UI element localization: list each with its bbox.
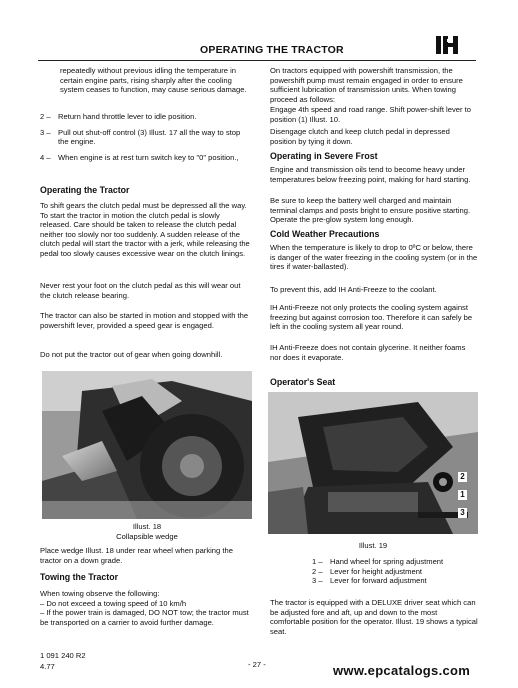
antifreeze-protection-paragraph: IH Anti-Freeze not only protects the cooling system against freezing but against corrosion too. Therefore it can safely be left in the cooling system all year round. <box>270 303 473 332</box>
callout-label: 1 <box>458 490 467 500</box>
downhill-paragraph: Do not put the tractor out of gear when going downhill. <box>40 350 223 359</box>
step-item <box>40 153 252 163</box>
glycerine-paragraph: IH Anti-Freeze does not contain glycerine. It neither foams nor does it evaporate. <box>270 343 466 362</box>
header-rule <box>38 60 476 61</box>
part-text: Lever for forward adjustment <box>330 576 427 586</box>
page-title: OPERATING THE TRACTOR <box>200 44 344 56</box>
oils-paragraph: Engine and transmission oils tend to become heavy under temperatures below freezing point, making for hard starting. <box>270 165 471 184</box>
disengage-clutch-paragraph: Disengage clutch and keep clutch pedal in depressed position by tying it down. <box>270 127 450 146</box>
step-number: 3 – <box>40 127 51 137</box>
towing-speed: – Do not exceed a towing speed of 10 km/h <box>40 598 187 608</box>
towing-block <box>40 589 254 627</box>
powershift-towing-paragraph: On tractors equipped with powershift transmission, the powershift pump must remain engaged in order to ensure sufficient lubrication of transmission units. When towing proceed as follows: <box>270 66 463 104</box>
part-number: 2 – <box>312 566 323 576</box>
wedge-photo <box>42 371 252 519</box>
ih-logo-mark <box>436 36 460 54</box>
step-item <box>40 112 252 122</box>
step-number: 4 – <box>40 152 51 162</box>
section-heading-severe-frost: Operating in Severe Frost <box>270 151 378 161</box>
watermark: www.epcatalogs.com <box>333 663 471 678</box>
section-heading-operating: Operating the Tractor <box>40 185 130 195</box>
step-item <box>40 128 252 147</box>
figure-caption-19: Illust. 19 <box>358 541 388 550</box>
caption-title: Collapsible wedge <box>116 531 178 541</box>
seat-photo-image <box>268 392 478 534</box>
section-heading-operator-seat: Operator's Seat <box>270 377 336 387</box>
ih-logo <box>436 36 460 54</box>
part-text: Hand wheel for spring adjustment <box>330 557 444 566</box>
part-item <box>312 567 478 577</box>
continued-paragraph: repeatedly without previous idling the temperature in certain engine parts, rising sharply after the cooling system ceases to function, may cause serious damage. <box>60 66 247 95</box>
page-number: - 27 - <box>248 660 266 669</box>
step-text: Return hand throttle lever to idle position. <box>58 112 197 121</box>
callout-label: 3 <box>458 508 467 518</box>
clutch-paragraph: Never rest your foot on the clutch pedal as this will wear out the clutch release bearing. <box>40 281 241 300</box>
caption-number: Illust. 18 <box>132 522 162 531</box>
steps-list <box>40 112 252 162</box>
engage-gear-paragraph: Engage 4th speed and road range. Shift power-shift lever to position (1) Illust. 10. <box>270 105 471 124</box>
seat-parts-list <box>312 557 478 586</box>
part-text: Lever for height adjustment <box>330 566 423 576</box>
part-item <box>312 576 478 586</box>
temperature-paragraph: When the temperature is likely to drop to 0ºC or below, there is danger of the water freezing in the cooling system (or in the tires if water-ballasted). <box>270 243 478 272</box>
part-number: 3 – <box>312 576 323 586</box>
towing-intro: When towing observe the following: <box>40 589 160 598</box>
deluxe-seat-paragraph: The tractor is equipped with a DELUXE driver seat which can be adjusted fore and aft, up and down to the most comfortable position for the operator. Illust. 19 shows a typical seat. <box>270 598 478 636</box>
wedge-photo-image <box>42 371 252 519</box>
callout-label: 2 <box>458 472 467 482</box>
figure-caption-18 <box>42 522 252 541</box>
part-item <box>312 557 478 567</box>
section-heading-cold-weather: Cold Weather Precautions <box>270 229 380 239</box>
antifreeze-paragraph: To prevent this, add IH Anti-Freeze to the coolant. <box>270 285 437 294</box>
powershift-paragraph: The tractor can also be started in motion and stopped with the powershift lever, provided a speed gear is engaged. <box>40 311 249 330</box>
part-number: 1 – <box>312 557 323 566</box>
towing-damage: – If the power train is damaged, DO NOT tow; the tractor must be transported on a carrier to avoid further damage. <box>40 608 249 627</box>
wedge-paragraph: Place wedge Illust. 18 under rear wheel when parking the tractor on a down grade. <box>40 546 233 565</box>
step-text: Pull out shut-off control (3) Illust. 17 all the way to stop the engine. <box>58 127 241 147</box>
seat-photo <box>268 392 478 534</box>
battery-paragraph: Be sure to keep the battery well charged and maintain terminal clamps and posts bright to ensure positive starting. Operate the pre-glow system long enough. <box>270 196 471 225</box>
section-heading-towing: Towing the Tractor <box>40 572 119 582</box>
step-number: 2 – <box>40 112 51 121</box>
document-date: 4.77 <box>40 662 55 671</box>
document-code: 1 091 240 R2 <box>40 651 86 660</box>
step-text: When engine is at rest turn switch key to "0" position., <box>58 152 239 162</box>
operating-paragraph: To shift gears the clutch pedal must be depressed all the way. To start the tractor in motion the clutch pedal is slowly released. Care should be taken to release the clutch pedal neither too slowly nor too suddenly. A sudden release of the clutch pedal will start the tractor with a jerk, while releasing the pedal too slowly causes excessive wear on the clutch linings. <box>40 201 250 258</box>
